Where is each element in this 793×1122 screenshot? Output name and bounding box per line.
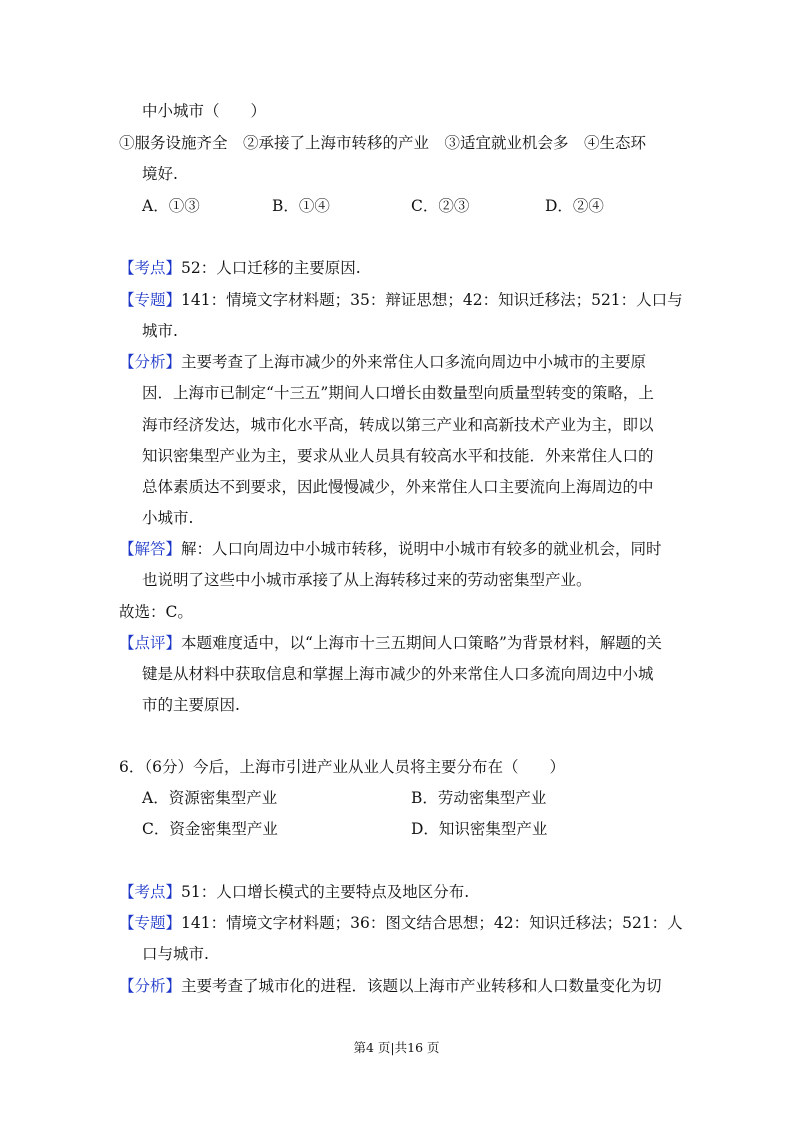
q5-statements: ①服务设施齐全 ②承接了上海市转移的产业 ③适宜就业机会多 ④生态环	[119, 134, 647, 152]
kaodian-tag: 【考点】	[119, 259, 182, 277]
q6-kaodian	[119, 881, 469, 903]
q5-jieda	[119, 538, 662, 560]
jieda-text: 解：人口向周边中小城市转移，说明中小城市有较多的就业机会，同时	[181, 540, 662, 558]
q5-option-d: D．②④	[545, 197, 604, 215]
q6-zhuanti	[119, 912, 683, 934]
zhuanti-text: 141：情境文字材料题；35：辩证思想；42：知识迁移法；521：人口与	[181, 291, 683, 309]
q5-dianping	[119, 632, 662, 654]
q5-statements-cont: 境好.	[142, 165, 178, 183]
q6-option-d: D．知识密集型产业	[411, 820, 548, 838]
q5-fenxi-line4: 知识密集型产业为主，要求从业人员具有较高水平和技能．外来常住人口的	[142, 447, 654, 465]
fenxi-tag: 【分析】	[119, 353, 182, 371]
q6-kaodian-tag: 【考点】	[119, 883, 182, 901]
q6-option-c: C．资金密集型产业	[142, 820, 278, 838]
q5-fenxi-line3: 海市经济发达，城市化水平高，转成以第三产业和高新技术产业为主，即以	[142, 416, 654, 434]
dianping-tag: 【点评】	[119, 634, 182, 652]
page-footer: 第4 页|共16 页	[353, 1040, 440, 1055]
q6-stem: 6．（6分）今后，上海市引进产业从业人员将主要分布在（ ）	[119, 758, 565, 776]
q6-option-a: A．资源密集型产业	[142, 789, 278, 807]
q5-zhuanti	[119, 289, 683, 311]
q5-fenxi-line5: 总体素质达不到要求，因此慢慢减少，外来常住人口主要流向上海周边的中	[142, 478, 654, 496]
jieda-tag: 【解答】	[119, 540, 182, 558]
q6-fenxi	[119, 975, 662, 997]
q6-option-b: B．劳动密集型产业	[411, 789, 547, 807]
q5-kaodian	[119, 257, 361, 279]
q5-option-c: C．②③	[411, 197, 470, 215]
q5-option-b: B．①④	[272, 197, 330, 215]
q5-zhuanti-cont: 城市.	[142, 322, 178, 340]
q6-fenxi-text: 主要考查了城市化的进程．该题以上海市产业转移和人口数量变化为切	[181, 977, 662, 995]
q5-option-a: A．①③	[142, 197, 200, 215]
q6-fenxi-tag: 【分析】	[119, 977, 182, 995]
q5-jieda-line2: 也说明了这些中小城市承接了从上海转移过来的劳动密集型产业。	[142, 571, 592, 589]
zhuanti-tag: 【专题】	[119, 291, 182, 309]
dianping-text: 本题难度适中，以“上海市十三五期间人口策略”为背景材料，解题的关	[181, 634, 662, 652]
q5-stem-tail: 中小城市（ ）	[142, 102, 267, 120]
kaodian-text: 52：人口迁移的主要原因.	[181, 259, 361, 277]
fenxi-text: 主要考查了上海市减少的外来常住人口多流向周边中小城市的主要原	[181, 353, 647, 371]
q5-dianping-line2: 键是从材料中获取信息和掌握上海市减少的外来常住人口多流向周边中小城	[142, 665, 654, 683]
q6-zhuanti-tag: 【专题】	[119, 914, 182, 932]
q5-answer: 故选：C。	[119, 603, 193, 621]
q6-kaodian-text: 51：人口增长模式的主要特点及地区分布.	[181, 883, 470, 901]
q6-zhuanti-text: 141：情境文字材料题；36：图文结合思想；42：知识迁移法；521：人	[181, 914, 683, 932]
q5-fenxi-line2: 因．上海市已制定“十三五”期间人口增长由数量型向质量型转变的策略，上	[142, 384, 654, 402]
q5-fenxi-line6: 小城市.	[142, 509, 194, 527]
q5-dianping-line3: 市的主要原因.	[142, 696, 240, 714]
q6-zhuanti-cont: 口与城市.	[142, 945, 209, 963]
q5-fenxi	[119, 351, 646, 373]
